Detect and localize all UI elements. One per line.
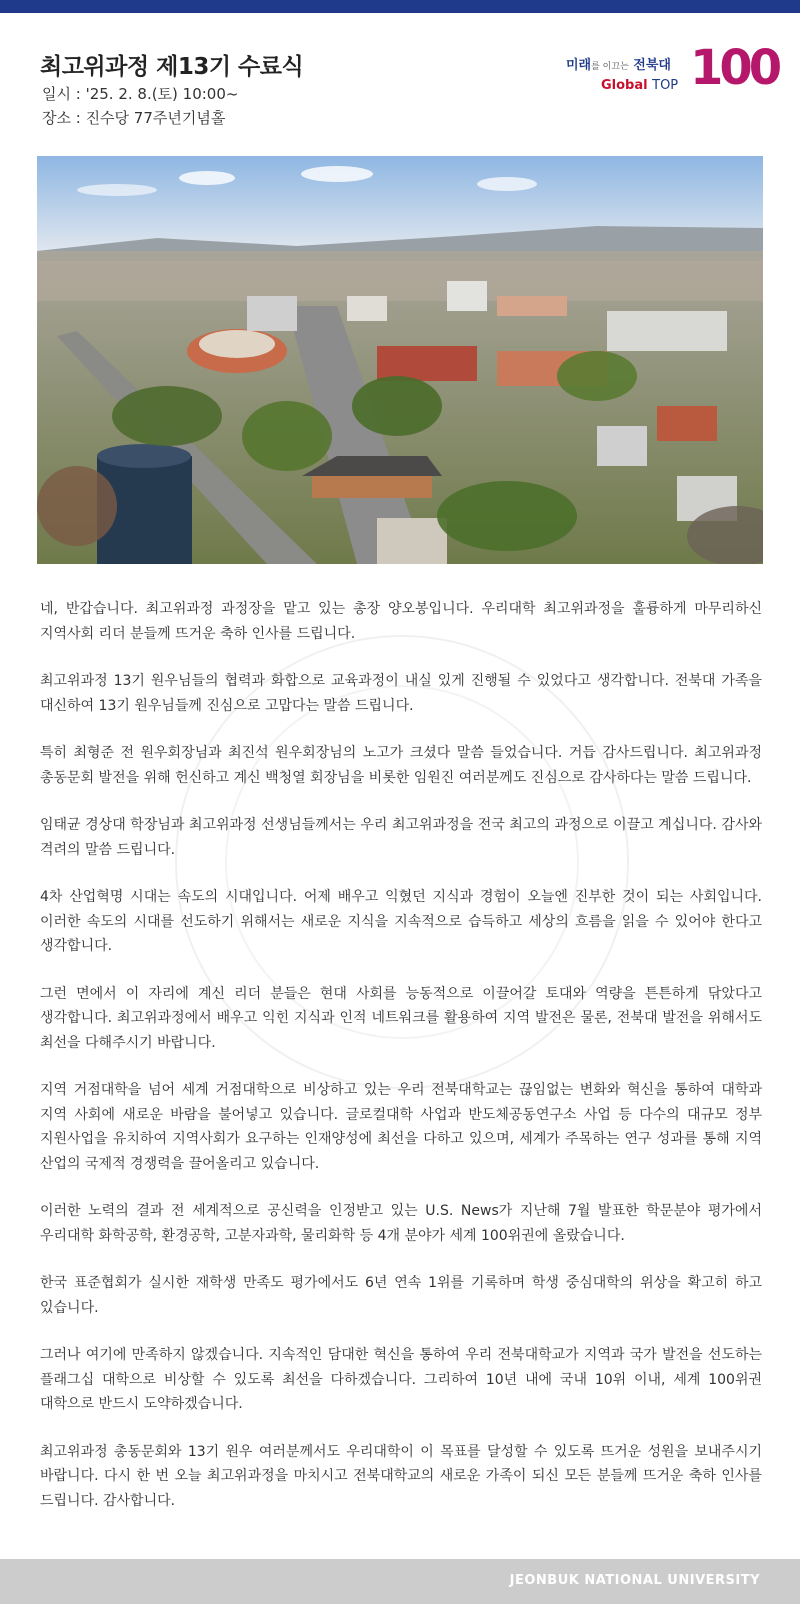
logo-top: TOP — [652, 78, 679, 93]
speech-body — [40, 597, 762, 1536]
speech-paragraph: 특히 최형준 전 원우회장님과 최진석 원우회장님의 노고가 크셨다 말씀 들었습니다. 거듭 감사드립니다. 최고위과정 총동문회 발전을 위해 헌신하고 계신 백청열 회장님을 비롯한 임원진 여러분께도 진심으로 감사하다는 말씀 드립니다. — [40, 745, 762, 786]
campus-aerial-photo — [37, 156, 763, 564]
event-place: 장소 : 진수당 77주년기념홀 — [42, 109, 226, 127]
logo-slogan-main: 미래 — [566, 58, 592, 73]
speech-paragraph: 임태균 경상대 학장님과 최고위과정 선생님들께서는 우리 최고위과정을 전국 최고의 과정으로 이끌고 계십니다. 감사와 격려의 말씀 드립니다. — [40, 817, 762, 858]
speech-paragraph: 지역 거점대학을 넘어 세계 거점대학으로 비상하고 있는 우리 전북대학교는 끊임없는 변화와 혁신을 통하여 대학과 지역 사회에 새로운 바람을 불어넣고 있습니다. 글로컬대학 사업과 반도체공동연구소 사업 등 다수의 대규모 정부 지원사업을 유치하여 지역사회가 요구하는 인재양성에 최선을 다하고 있으며, 세계가 주목하는 연구 성과를 통해 지역 산업의 국제적 경쟁력을 끌어올리고 있습니다. — [40, 1082, 762, 1172]
campus-aerial-photo-illustration — [37, 156, 763, 564]
speech-paragraph: 그러나 여기에 만족하지 않겠습니다. 지속적인 담대한 혁신을 통하여 우리 전북대학교가 지역과 국가 발전을 선도하는 플래그십 대학으로 비상할 수 있도록 최선을 다하겠습니다. 그리하여 10년 내에 국내 10위 이내, 세계 100위권 대학으로 반드시 도약하겠습니다. — [40, 1347, 762, 1412]
speech-paragraph: 네, 반갑습니다. 최고위과정 과정장을 맡고 있는 총장 양오봉입니다. 우리대학 최고위과정을 훌륭하게 마무리하신 지역사회 리더 분들께 뜨거운 축하 인사를 드립니다. — [40, 601, 762, 642]
speech-paragraph: 이러한 노력의 결과 전 세계적으로 공신력을 인정받고 있는 U.S. News가 지난해 7월 발표한 학문분야 평가에서 우리대학 화학공학, 환경공학, 고분자과학, 물리화학 등 4개 분야가 세계 100위권에 올랐습니다. — [40, 1203, 762, 1244]
top-accent-bar — [0, 0, 800, 13]
logo-global-top — [601, 78, 678, 93]
logo-slogan-small: 를 이끄는 — [591, 62, 629, 72]
speech-paragraph: 4차 산업혁명 시대는 속도의 시대입니다. 어제 배우고 익혔던 지식과 경험이 오늘엔 진부한 것이 되는 사회입니다. 이러한 속도의 시대를 선도하기 위해서는 새로운 지식을 지속적으로 습득하고 세상의 흐름을 읽을 수 있어야 한다고 생각합니다. — [40, 889, 762, 954]
speech-paragraph: 최고위과정 총동문회와 13기 원우 여러분께서도 우리대학이 이 목표를 달성할 수 있도록 뜨거운 성원을 보내주시기 바랍니다. 다시 한 번 오늘 최고위과정을 마치시고 전북대학교의 새로운 가족이 되신 모든 분들께 뜨거운 축하 인사를 드립니다. 감사합니다. — [40, 1443, 762, 1509]
speech-paragraph: 한국 표준협회가 실시한 재학생 만족도 평가에서도 6년 연속 1위를 기록하며 학생 중심대학의 위상을 확고히 하고 있습니다. — [40, 1275, 762, 1316]
logo-number: 100 — [690, 40, 779, 96]
logo-slogan — [566, 54, 671, 73]
page-title: 최고위과정 제13기 수료식 — [40, 54, 304, 80]
speech-paragraph: 그런 면에서 이 자리에 계신 리더 분들은 현대 사회를 능동적으로 이끌어갈 토대와 역량을 튼튼하게 닦았다고 생각합니다. 최고위과정에서 배우고 익힌 지식과 인적 네트워크를 활용하여 지역 발전은 물론, 전북대 발전을 위해서도 최선을 다해주시기 바랍니다. — [40, 985, 762, 1051]
logo-global: Global — [601, 78, 648, 93]
logo-univ-name: 전북대 — [633, 58, 671, 73]
event-date: 일시 : '25. 2. 8.(토) 10:00~ — [42, 85, 239, 103]
speech-paragraph: 최고위과정 13기 원우님들의 협력과 화합으로 교육과정이 내실 있게 진행될 수 있었다고 생각합니다. 전북대 가족을 대신하여 13기 원우님들께 진심으로 고맙다는 말씀 드립니다. — [40, 673, 762, 714]
footer-bar — [0, 1559, 800, 1604]
footer-university-name: JEONBUK NATIONAL UNIVERSITY — [509, 1573, 760, 1588]
global-top-100-logo — [566, 40, 779, 98]
